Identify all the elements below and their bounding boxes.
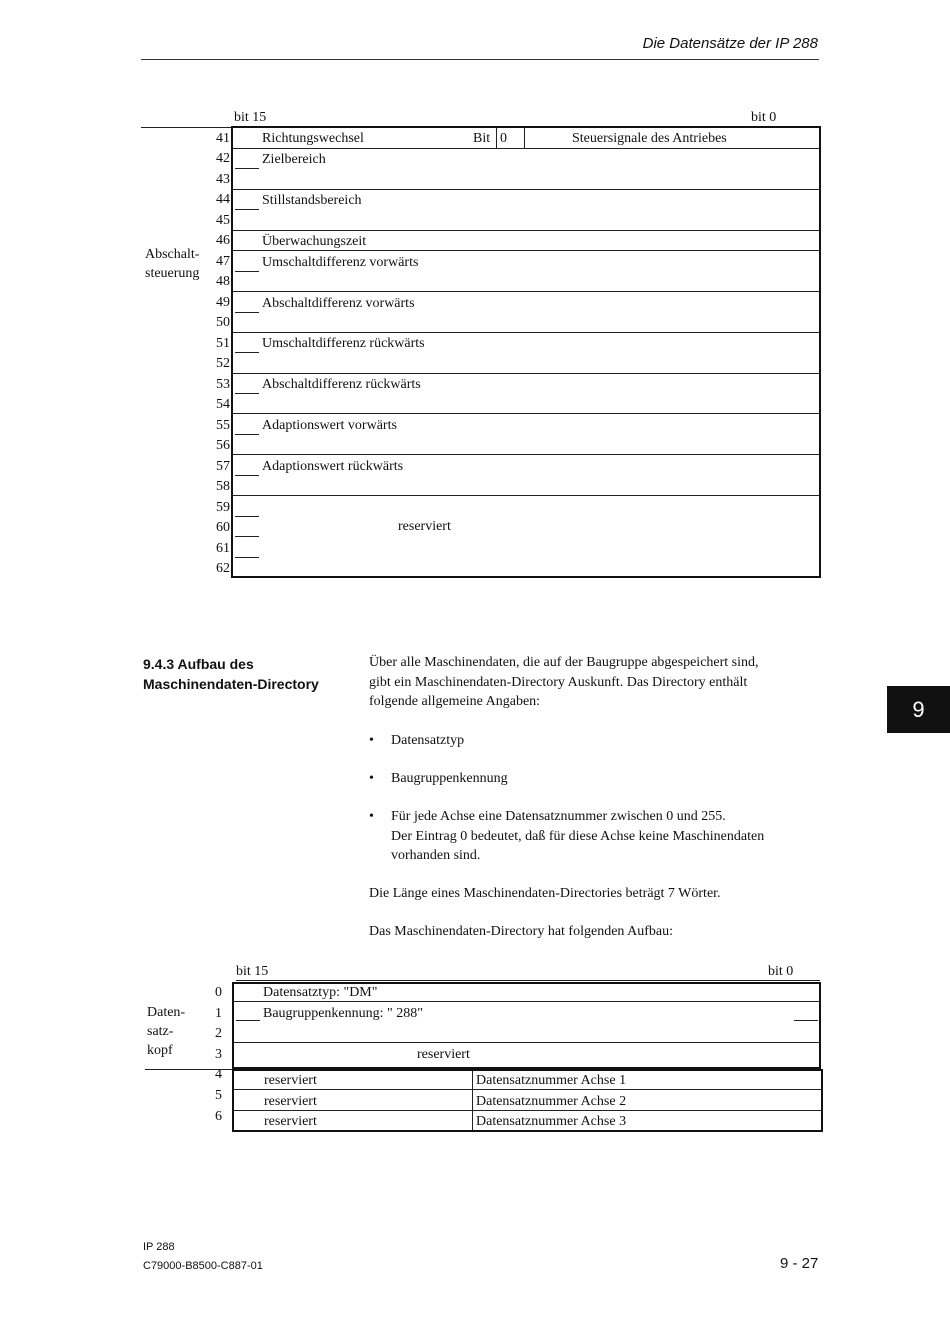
t2-top-leader [236, 980, 820, 981]
row-number: 52 [216, 356, 230, 372]
t2-side-label-2: satz- [147, 1024, 174, 1039]
t2-row6-right: Datensatznummer Achse 3 [476, 1114, 627, 1129]
bullet-3-line-2: Der Eintrag 0 bedeutet, daß für diese Achse keine Maschinendaten [391, 828, 765, 844]
entry-abschalt-vor: Abschaltdifferenz vorwärts [262, 296, 415, 311]
line-50 [233, 332, 819, 333]
t2-row-number: 1 [215, 1005, 222, 1021]
line-56 [233, 454, 819, 455]
entry-umschalt-rueck: Umschaltdifferenz rückwärts [262, 336, 425, 351]
table-top-leader [141, 127, 233, 128]
t2-row-number: 3 [215, 1046, 222, 1062]
t2-row4-left: reserviert [264, 1073, 317, 1088]
tick-57 [235, 475, 259, 476]
intro-line-3: folgende allgemeine Angaben: [369, 694, 541, 709]
row-number: 48 [216, 274, 230, 290]
tick-49 [235, 312, 259, 313]
row-number: 58 [216, 479, 230, 495]
length-paragraph: Die Länge eines Maschinendaten-Directories beträgt 7 Wörter. [369, 886, 721, 901]
t2-side-rule [145, 1069, 232, 1070]
t2-line-4 [234, 1089, 821, 1090]
bullet-1-text: Datensatztyp [391, 733, 465, 748]
t2-row-number: 0 [215, 985, 222, 1000]
row41-bit-label: Bit [473, 131, 491, 146]
tick-61 [235, 557, 259, 558]
bullet-3-line-3: vorhanden sind. [391, 848, 481, 863]
row-number: 60 [216, 520, 230, 536]
t2-row5-right: Datensatznummer Achse 2 [476, 1094, 627, 1109]
t2-row-number: 5 [215, 1088, 222, 1103]
t2-row5-left: reserviert [264, 1094, 317, 1109]
section-heading-line1: 9.4.3 Aufbau des [143, 656, 254, 672]
tick-51 [235, 352, 259, 353]
side-label-abschalt: Abschalt- [145, 247, 200, 262]
row41-label: Richtungswechsel [262, 131, 364, 146]
t2-line-0 [234, 1001, 820, 1002]
row-number: 43 [216, 171, 230, 187]
footer-product: IP 288 [143, 1241, 175, 1253]
footer-order-number: C79000-B8500-C887-01 [143, 1260, 263, 1272]
row-number: 57 [216, 458, 230, 474]
side-label-steuerung: steuerung [145, 266, 200, 281]
intro-line-1: Über alle Maschinendaten, die auf der Baugruppe abgespeichert sind, [369, 655, 759, 670]
line-46 [233, 250, 819, 251]
page-number: 9 - 27 [780, 1255, 819, 1272]
row-number: 61 [216, 540, 230, 556]
row-number: 50 [216, 315, 230, 331]
row-number: 44 [216, 192, 230, 208]
bullet-item-1 [369, 731, 464, 751]
bit15-label: bit 15 [234, 110, 267, 125]
row-number: 45 [216, 212, 230, 228]
entry-stillstandsbereich: Stillstandsbereich [262, 193, 362, 208]
line-58 [233, 495, 819, 496]
chapter-tab-marker: 9 [887, 686, 950, 733]
entry-abschalt-rueck: Abschaltdifferenz rückwärts [262, 377, 421, 392]
row-number: 46 [216, 233, 230, 249]
line-48 [233, 291, 819, 292]
t2-line-5 [234, 1110, 821, 1111]
intro-line-2: gibt ein Maschinendaten-Directory Auskunft. Das Directory enthält [369, 674, 748, 690]
t2-tick-left [236, 1020, 260, 1021]
row-number: 51 [216, 335, 230, 351]
row41-divider-a [496, 128, 497, 148]
row-number: 56 [216, 438, 230, 454]
row-number: 42 [216, 151, 230, 167]
bullet-3-line-1: Für jede Achse eine Datensatznummer zwischen 0 und 255. [391, 809, 726, 824]
t2-row6-left: reserviert [264, 1114, 317, 1129]
t2-row1: Baugruppenkennung: " 288" [263, 1006, 423, 1021]
t2-bit0-label: bit 0 [768, 964, 794, 979]
line-54 [233, 413, 819, 414]
bullet-dot-icon: • [369, 733, 374, 748]
t2-col-divider [472, 1071, 473, 1130]
t2-row-number: 6 [215, 1108, 222, 1124]
bullet-item-2 [369, 769, 508, 789]
bullet-dot-icon: • [369, 771, 374, 786]
entry-adaption-vor: Adaptionswert vorwärts [262, 418, 397, 433]
row-number: 53 [216, 376, 230, 392]
row-number: 47 [216, 253, 230, 269]
row-number: 41 [216, 131, 230, 146]
tick-55 [235, 434, 259, 435]
tick-53 [235, 393, 259, 394]
row-number: 49 [216, 294, 230, 310]
tick-59 [235, 516, 259, 517]
running-header: Die Datensätze der IP 288 [642, 35, 818, 52]
tick-60 [235, 536, 259, 537]
entry-umschalt-vor: Umschaltdifferenz vorwärts [262, 255, 419, 270]
line-45 [233, 230, 819, 231]
row-number: 59 [216, 499, 230, 515]
t2-line-2 [234, 1042, 820, 1043]
t2-row0: Datensatztyp: "DM" [263, 985, 378, 1000]
structure-paragraph: Das Maschinendaten-Directory hat folgenden Aufbau: [369, 924, 674, 939]
line-52 [233, 373, 819, 374]
section-intro [369, 653, 759, 712]
t2-side-label-3: kopf [147, 1043, 173, 1058]
bullet-item-3 [369, 807, 764, 866]
line-43 [233, 189, 819, 190]
tick-47 [235, 271, 259, 272]
row-number: 62 [216, 561, 230, 577]
t2-row4-right: Datensatznummer Achse 1 [476, 1073, 627, 1088]
section-heading-line2: Maschinendaten-Directory [143, 676, 319, 692]
bullet-dot-icon: • [369, 809, 374, 824]
bullet-2-text: Baugruppenkennung [391, 771, 508, 786]
tick-44 [235, 209, 259, 210]
tick-42 [235, 168, 259, 169]
row41-bottom-line [233, 148, 819, 149]
header-rule [141, 59, 819, 60]
row41-steuersignale: Steuersignale des Antriebes [572, 131, 727, 146]
row-number: 55 [216, 417, 230, 433]
entry-adaption-rueck: Adaptionswert rückwärts [262, 459, 404, 474]
entry-ueberwachungszeit: Überwachungszeit [262, 234, 367, 249]
t2-row3: reserviert [417, 1047, 470, 1062]
row-number: 54 [216, 397, 230, 413]
reserved-block-label: reserviert [398, 519, 451, 534]
row41-bit-zero: 0 [500, 131, 507, 146]
t2-row-number: 4 [215, 1067, 222, 1083]
row41-divider-b [524, 128, 525, 148]
t2-bit15-label: bit 15 [236, 964, 269, 979]
bit0-label: bit 0 [751, 110, 777, 125]
t2-row-number: 2 [215, 1026, 222, 1042]
t2-tick-right [794, 1020, 818, 1021]
t2-side-label-1: Daten- [147, 1005, 186, 1020]
entry-zielbereich: Zielbereich [262, 152, 326, 167]
